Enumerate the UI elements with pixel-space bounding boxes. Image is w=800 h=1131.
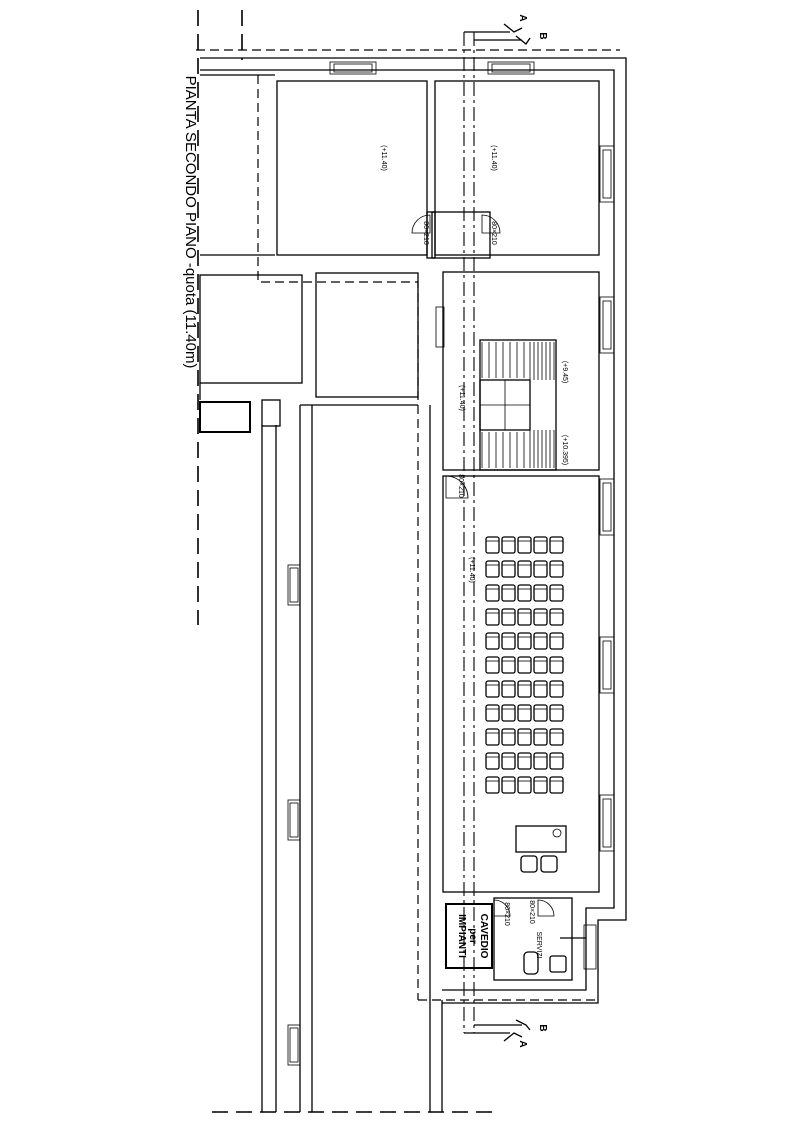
speaker-chair-1 (521, 856, 537, 872)
section-b-top: B (537, 32, 548, 40)
seat (550, 753, 563, 769)
seat (486, 681, 499, 697)
seat (486, 705, 499, 721)
seat (502, 729, 515, 745)
seat (550, 609, 563, 625)
seat (518, 657, 531, 673)
seat (502, 705, 515, 721)
stair-landing-lower: (+10.395) (561, 434, 568, 466)
seat (502, 633, 515, 649)
seat (502, 537, 515, 553)
seat (550, 705, 563, 721)
seat (550, 681, 563, 697)
seat (486, 633, 499, 649)
drawing-title: PIANTA SECONDO PIANO -quota (11.40m) (182, 75, 199, 369)
section-line-a-b (464, 24, 530, 1041)
section-a-bottom: A (517, 1040, 528, 1048)
seat (486, 777, 499, 793)
shaft-label-2: per (467, 928, 478, 944)
seat (502, 753, 515, 769)
seat (502, 609, 515, 625)
seat (534, 729, 547, 745)
seat (534, 609, 547, 625)
seat (534, 561, 547, 577)
office-right (435, 81, 599, 255)
seat (534, 537, 547, 553)
seat (550, 657, 563, 673)
seating-grid (486, 537, 563, 793)
seat (518, 705, 531, 721)
seat (486, 609, 499, 625)
seat (486, 657, 499, 673)
seat (534, 777, 547, 793)
seat (550, 729, 563, 745)
seat (534, 633, 547, 649)
conference-room (443, 474, 599, 892)
conference-level: (+11.40) (468, 557, 475, 583)
seat (534, 705, 547, 721)
seat (518, 585, 531, 601)
speaker-chair-2 (541, 856, 557, 872)
stair-hall-level: (+11.40) (458, 385, 465, 411)
main-building-walls (200, 58, 626, 1003)
stair-hall (436, 272, 599, 470)
office-left (277, 81, 427, 255)
seat (486, 753, 499, 769)
office-left-level: (+11.40) (380, 145, 387, 171)
seat (502, 777, 515, 793)
seat (518, 681, 531, 697)
seat (502, 585, 515, 601)
speaker-desk (516, 826, 566, 852)
seat (502, 681, 515, 697)
long-corridor-walls (262, 405, 442, 1112)
seat (518, 729, 531, 745)
seat (550, 561, 563, 577)
seat (534, 681, 547, 697)
seat (502, 657, 515, 673)
seat (534, 585, 547, 601)
seat (486, 537, 499, 553)
seat (502, 561, 515, 577)
seat (550, 537, 563, 553)
seat (486, 561, 499, 577)
seat (518, 609, 531, 625)
seat (550, 777, 563, 793)
seat (534, 657, 547, 673)
seat (518, 537, 531, 553)
section-a-top: A (517, 14, 528, 22)
door-stair-label: 80×210 (457, 474, 464, 498)
shaft-label-3: IMPIANTI (456, 914, 467, 958)
wc-label: SERVIZI (535, 931, 542, 959)
left-wing (200, 75, 418, 432)
seat (518, 753, 531, 769)
seat (486, 729, 499, 745)
staircase (480, 340, 568, 470)
desk-lamp (553, 829, 561, 837)
service-block (446, 898, 586, 980)
door-wc-label: 80×210 (528, 900, 535, 924)
seat (518, 561, 531, 577)
seat (518, 633, 531, 649)
seat (550, 633, 563, 649)
seat (534, 753, 547, 769)
seat (486, 585, 499, 601)
door-service-label: 80×210 (503, 902, 510, 926)
shaft-label-1: CAVEDIO (478, 913, 489, 959)
door-office-left-label: 80×210 (422, 221, 429, 245)
section-b-bottom: B (537, 1024, 548, 1032)
office-vestibule (412, 212, 500, 258)
stair-landing-upper: (+9.45) (561, 360, 568, 384)
seat (518, 777, 531, 793)
seat (550, 585, 563, 601)
door-office-right-label: 80×210 (490, 221, 497, 245)
office-right-level: (+11.40) (490, 145, 497, 171)
